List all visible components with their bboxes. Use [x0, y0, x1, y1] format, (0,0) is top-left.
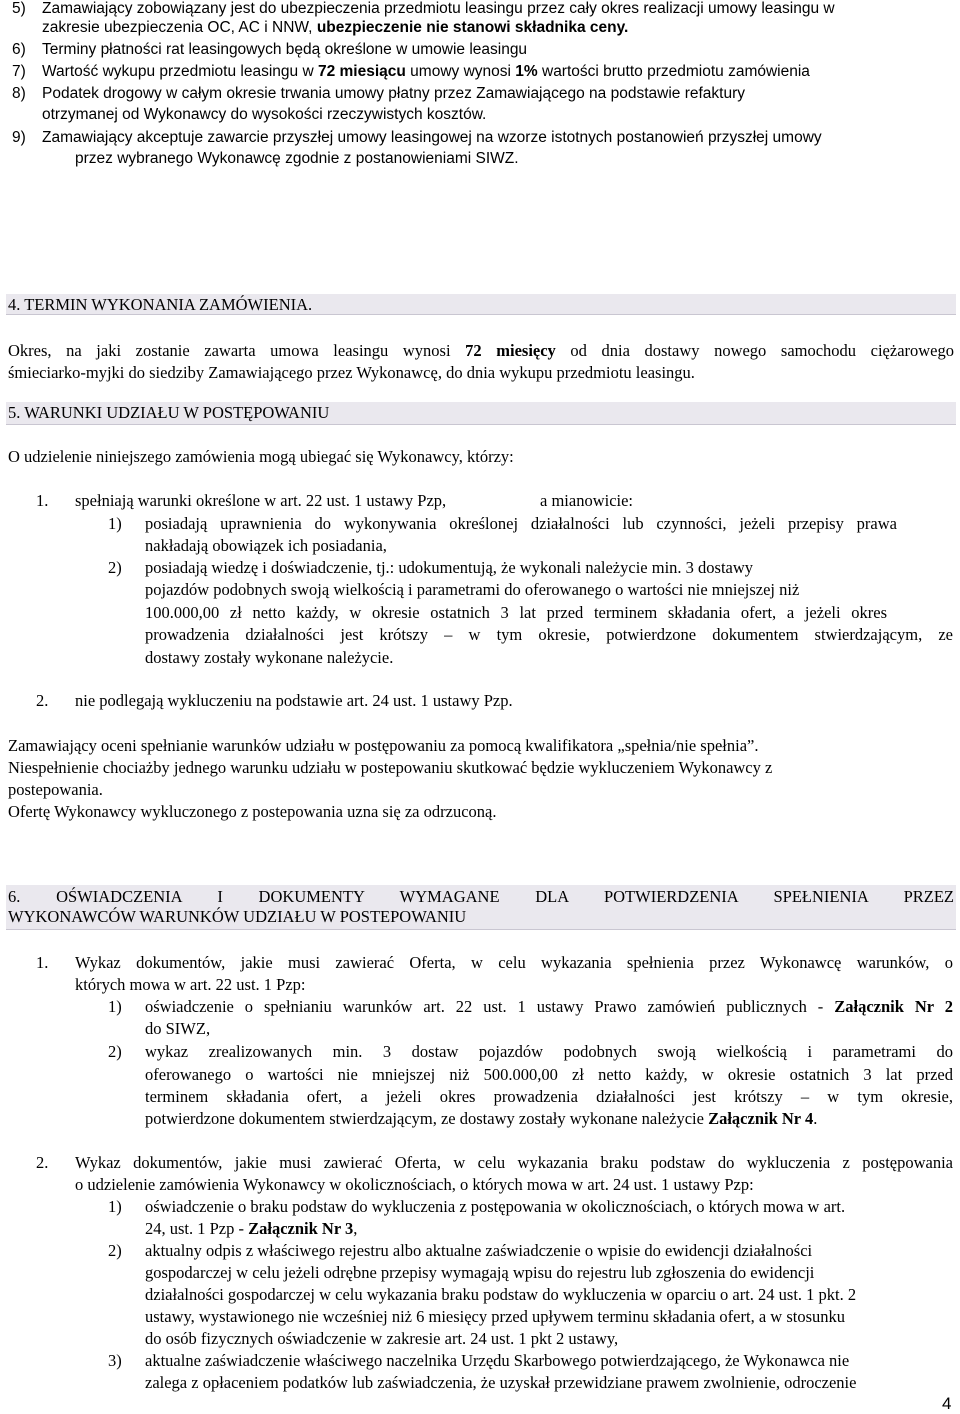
section-5-intro: O udzielenie niniejszego zamówienia mogą ubiegać się Wykonawcy, którzy: — [8, 447, 514, 466]
section-5-para-line-3: postepowania. — [8, 780, 103, 799]
section-5-item-1-tail: a mianowicie: — [540, 491, 634, 510]
section-6-item-1-sub-1-line-1: oświadczenie o spełnianiu warunków art. 22 ust. 1 ustawy Prawo zamówień publicznych - Załącznik Nr 2 — [145, 997, 953, 1016]
list-item-7: Wartość wykupu przedmiotu leasingu w 72 miesiącu umowy wynosi 1% wartości brutto przedmiotu zamówienia — [42, 63, 810, 80]
section-5-item-1: spełniają warunki określone w art. 22 ust. 1 ustawy Pzp, — [75, 491, 447, 510]
list-item-5-line-2: zakresie ubezpieczenia OC, AC i NNW, ubezpieczenie nie stanowi składnika ceny. — [42, 19, 629, 36]
section-6-item-2-sub-2-line-3: działalności gospodarczej w celu wykazania braku podstaw do wykluczenia w oparciu o art. 24 ust. 1 pkt. 2 — [145, 1285, 857, 1304]
section-6-item-1-sub-2-line-2: oferowanego o wartości nie mniejszej niż 500.000,00 zł netto każdy, w okresie ostatnich 3 lat przed — [145, 1065, 953, 1084]
section-6-item-1-line-1: Wykaz dokumentów, jakie musi zawierać Oferta, w celu wykazania spełnienia przez Wykonawcę warunków, o — [75, 953, 953, 972]
section-6-item-2-sub-2-line-4: ustawy, wystawionego nie wcześniej niż 6 miesięcy przed upływem terminu składania ofert, a w stosunku — [145, 1307, 845, 1326]
list-number: 5) — [12, 0, 26, 17]
section-6-item-1-sub-1-line-2: do SIWZ, — [145, 1019, 211, 1038]
section-5-para-line-4: Ofertę Wykonawcy wykluczonego z postepowania uzna się za odrzuconą. — [8, 802, 497, 821]
section-6-heading-line-1: 6. OŚWIADCZENIA I DOKUMENTY WYMAGANE DLA POTWIERDZENIA SPEŁNIENIA PRZEZ — [8, 887, 954, 906]
section-6-item-1-sub-2-line-1: wykaz zrealizowanych min. 3 dostaw pojazdów podobnych swoją wielkością i parametrami do — [145, 1042, 953, 1061]
list-number: 7) — [12, 63, 26, 80]
sub-number: 2) — [108, 1042, 122, 1061]
section-6-item-2-sub-3-line-2: zalega z opłaceniem podatków lub zaświadczenia, że uzyskał przewidziane prawem zwolnienie, odroczenie — [145, 1373, 857, 1392]
section-6-item-1-line-2: których mowa w art. 22 ust. 1 Pzp: — [75, 975, 306, 994]
section-4-line-2: śmieciarko-myjki do siedziby Zamawiającego przez Wykonawcę, do dnia wykupu przedmiotu leasingu. — [8, 363, 695, 382]
section-6-item-2-line-2: o udzielenie zamówienia Wykonawcy w okolicznościach, o których mowa w art. 24 ust. 1 ustawy Pzp: — [75, 1175, 754, 1194]
list-item-9-line-1: Zamawiający akceptuje zawarcie przyszłej umowy leasingowej na wzorze istotnych postanowień przyszłej umowy — [42, 129, 822, 146]
section-5-sub-2-line-5: dostawy zostały wykonane należycie. — [145, 648, 394, 667]
section-6-heading-line-2: WYKONAWCÓW WARUNKÓW UDZIAŁU W POSTEPOWANIU — [8, 907, 467, 926]
section-5-item-2: nie podlegają wykluczeniu na podstawie art. 24 ust. 1 ustawy Pzp. — [75, 691, 513, 710]
list-item-8-line-1: Podatek drogowy w całym okresie trwania umowy płatny przez Zamawiającego na podstawie refaktury — [42, 85, 745, 102]
section-5-sub-2-line-4: prowadzenia działalności jest krótszy – w tym okresie, potwierdzone dokumentem stwierdzającym, ze — [145, 625, 953, 644]
section-6-item-1-sub-2-line-4: potwierdzone dokumentem stwierdzającym, ze dostawy zostały wykonane należycie Załącznik Nr 4. — [145, 1109, 818, 1128]
sub-number: 1) — [108, 514, 122, 533]
section-5-para-line-1: Zamawiający oceni spełnianie warunków udziału w postępowaniu za pomocą kwalifikatora „spełnia/nie spełnia”. — [8, 736, 759, 755]
list-item-9-line-2: przez wybranego Wykonawcę zgodnie z postanowieniami SIWZ. — [75, 150, 519, 167]
page-number: 4 — [942, 1394, 952, 1413]
section-5-item-number: 2. — [36, 691, 49, 710]
sub-number: 3) — [108, 1351, 122, 1370]
list-item-6: Terminy płatności rat leasingowych będą określone w umowie leasingu — [42, 41, 528, 58]
section-6-item-2-sub-2-line-5: do osób fizycznych oświadczenie w zakresie art. 24 ust. 1 pkt 2 ustawy, — [145, 1329, 619, 1348]
section-5-heading: 5. WARUNKI UDZIAŁU W POSTĘPOWANIU — [8, 403, 330, 422]
section-6-item-2-sub-1-line-1: oświadczenie o braku podstaw do wykluczenia z postępowania w okolicznościach, o których mowa w art. — [145, 1197, 846, 1216]
section-5-sub-2-line-2: pojazdów podobnych swoją wielkością i parametrami do oferowanego o wartości nie mniejszej niż — [145, 580, 800, 599]
section-6-item-2-sub-2-line-2: gospodarczej w celu jeżeli odrębne przepisy wymagają wpisu do rejestru lub zgłoszenia do ewidencji — [145, 1263, 815, 1282]
list-number: 8) — [12, 85, 26, 102]
section-5-sub-2-line-3: 100.000,00 zł netto każdy, w okresie ostatnich 3 lat przed terminem składania ofert, a jeżeli okres — [145, 603, 887, 622]
section-6-item-1-sub-2-line-3: terminem składania ofert, a jeżeli okres prowadzenia działalności jest krótszy – w tym okresie, — [145, 1087, 953, 1106]
sub-number: 2) — [108, 1241, 122, 1260]
section-6-item-2-sub-1-line-2: 24, ust. 1 Pzp - Załącznik Nr 3, — [145, 1219, 358, 1238]
list-item-8-line-2: otrzymanej od Wykonawcy do wysokości rzeczywistych kosztów. — [42, 106, 487, 123]
section-5-sub-1-line-1: posiadają uprawnienia do wykonywania określonej działalności lub czynności, jeżeli przepisy prawa — [145, 514, 897, 533]
section-6-item-2-line-1: Wykaz dokumentów, jakie musi zawierać Oferta, w celu wykazania braku podstaw do wykluczenia z postępowania — [75, 1153, 953, 1172]
section-5-para-line-2: Niespełnienie chociażby jednego warunku udziału w postepowaniu skutkować będzie wykluczeniem Wykonawcy z — [8, 758, 773, 777]
list-number: 6) — [12, 41, 26, 58]
section-6-item-2-sub-2-line-1: aktualny odpis z właściwego rejestru albo aktualne zaświadczenie o wpisie do ewidencji działalności — [145, 1241, 813, 1260]
section-5-item-number: 1. — [36, 491, 49, 510]
section-5-sub-1-line-2: nakładają obowiązek ich posiadania, — [145, 536, 387, 555]
section-6-item-number: 2. — [36, 1153, 49, 1172]
section-4-line-1: Okres, na jaki zostanie zawarta umowa leasingu wynosi 72 miesięcy od dnia dostawy nowego samochodu ciężarowego — [8, 341, 955, 360]
sub-number: 2) — [108, 558, 122, 577]
section-6-item-2-sub-3-line-1: aktualne zaświadczenie właściwego naczelnika Urzędu Skarbowego potwierdzającego, że Wykonawca nie — [145, 1351, 850, 1370]
list-item-5-line-1: Zamawiający zobowiązany jest do ubezpieczenia przedmiotu leasingu przez cały okres realizacji umowy leasingu w — [42, 0, 835, 17]
section-6-item-number: 1. — [36, 953, 49, 972]
section-4-heading: 4. TERMIN WYKONANIA ZAMÓWIENIA. — [8, 295, 313, 314]
sub-number: 1) — [108, 997, 122, 1016]
sub-number: 1) — [108, 1197, 122, 1216]
section-5-sub-2-line-1: posiadają wiedzę i doświadczenie, tj.: udokumentują, że wykonali należycie min. 3 dostawy — [145, 558, 754, 577]
list-number: 9) — [12, 129, 26, 146]
